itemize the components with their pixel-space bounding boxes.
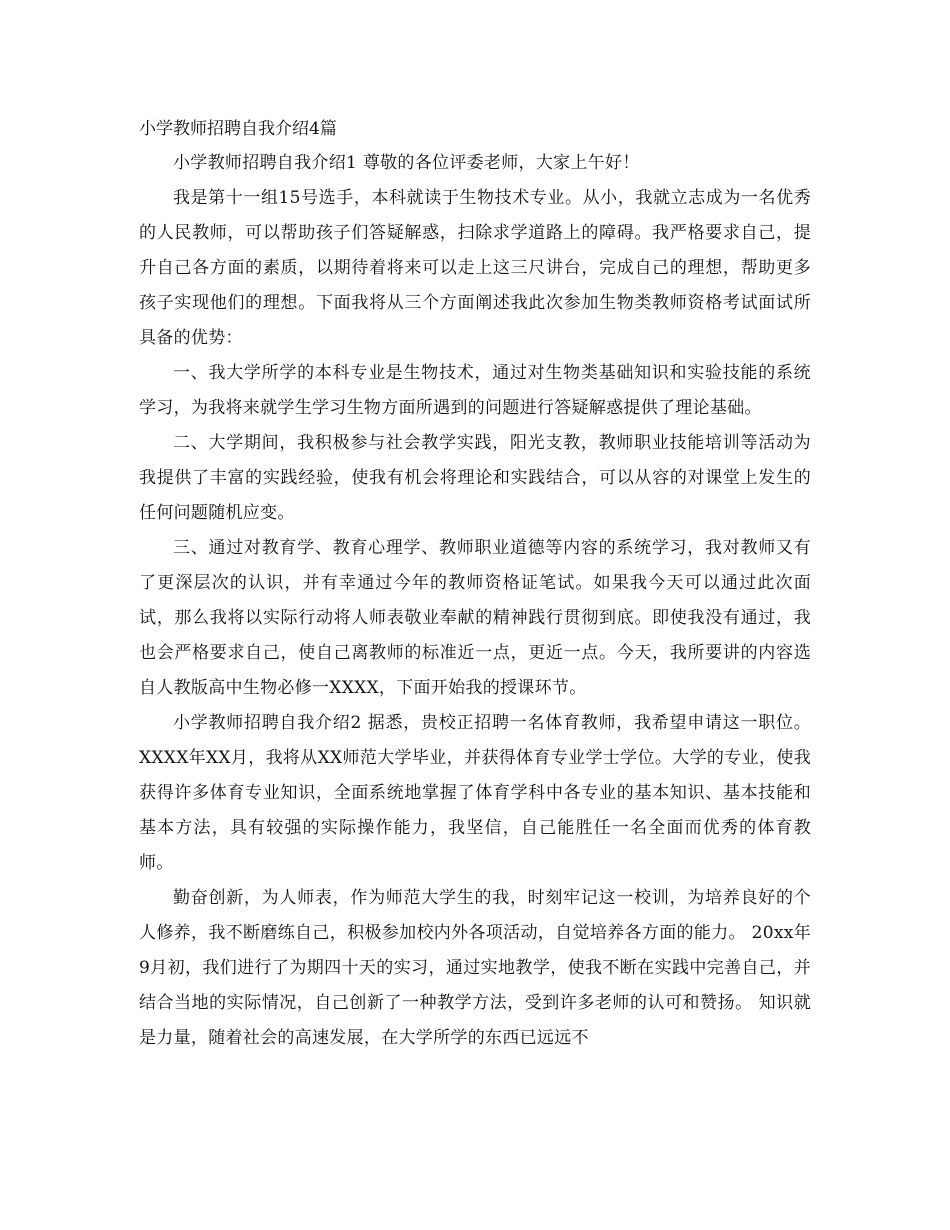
paragraph-self-intro: 我是第十一组15号选手，本科就读于生物技术专业。从小，我就立志成为一名优秀的人民教师，可以帮助孩子们答疑解惑，扫除求学道路上的障碍。我严格要求自己，提升自己各方面的素质，以期待着将来可以走上这三尺讲台，完成自己的理想，帮助更多孩子实现他们的理想。下面我将从三个方面阐述我此次参加生物类教师资格考试面试所具备的优势： [139,188,811,348]
paragraph-point-1: 一、我大学所学的本科专业是生物技术，通过对生物类基础知识和实验技能的系统学习，为我将来就学生学习生物方面所遇到的问题进行答疑解惑提供了理论基础。 [139,363,811,418]
document-title: 小学教师招聘自我介绍4篇 [139,119,337,139]
paragraph-point-3: 三、通过对教育学、教育心理学、教师职业道德等内容的系统学习，我对教师又有了更深层次的认识，并有幸通过今年的教师资格证笔试。如果我今天可以通过此次面试，那么我将以实际行动将人师表敬业奉献的精神践行贯彻到底。即使我没有通过，我也会严格要求自己，使自己离教师的标准近一点，更近一点。今天，我所要讲的内容选自人教版高中生物必修一XXXX，下面开始我的授课环节。 [139,538,811,698]
paragraph-intro-1: 小学教师招聘自我介绍1 尊敬的各位评委老师，大家上午好！ [173,153,640,173]
paragraph-diligence: 勤奋创新，为人师表，作为师范大学生的我，时刻牢记这一校训，为培养良好的个人修养，我不断磨练自己，积极参加校内外各项活动，自觉培养各方面的能力。 20xx年9月初，我们进行了为期四十天的实习，通过实地教学，使我不断在实践中完善自己，并结合当地的实际情况，自己创新了一种教学方法，受到许多老师的认可和赞扬。 知识就是力量，随着社会的高速发展，在大学所学的东西已远远不 [139,888,811,1048]
document-body [139,116,811,1056]
paragraph-intro-2: 小学教师招聘自我介绍2 据悉，贵校正招聘一名体育教师，我希望申请这一职位。 XXXX年XX月，我将从XX师范大学毕业，并获得体育专业学士学位。大学的专业，使我获得许多体育专业知识，全面系统地掌握了体育学科中各专业的基本知识、基本技能和基本方法，具有较强的实际操作能力，我坚信，自己能胜任一名全面而优秀的体育教师。 [139,713,811,873]
paragraph-point-2: 二、大学期间，我积极参与社会教学实践，阳光支教，教师职业技能培训等活动为我提供了丰富的实践经验，使我有机会将理论和实践结合，可以从容的对课堂上发生的任何问题随机应变。 [139,433,811,523]
